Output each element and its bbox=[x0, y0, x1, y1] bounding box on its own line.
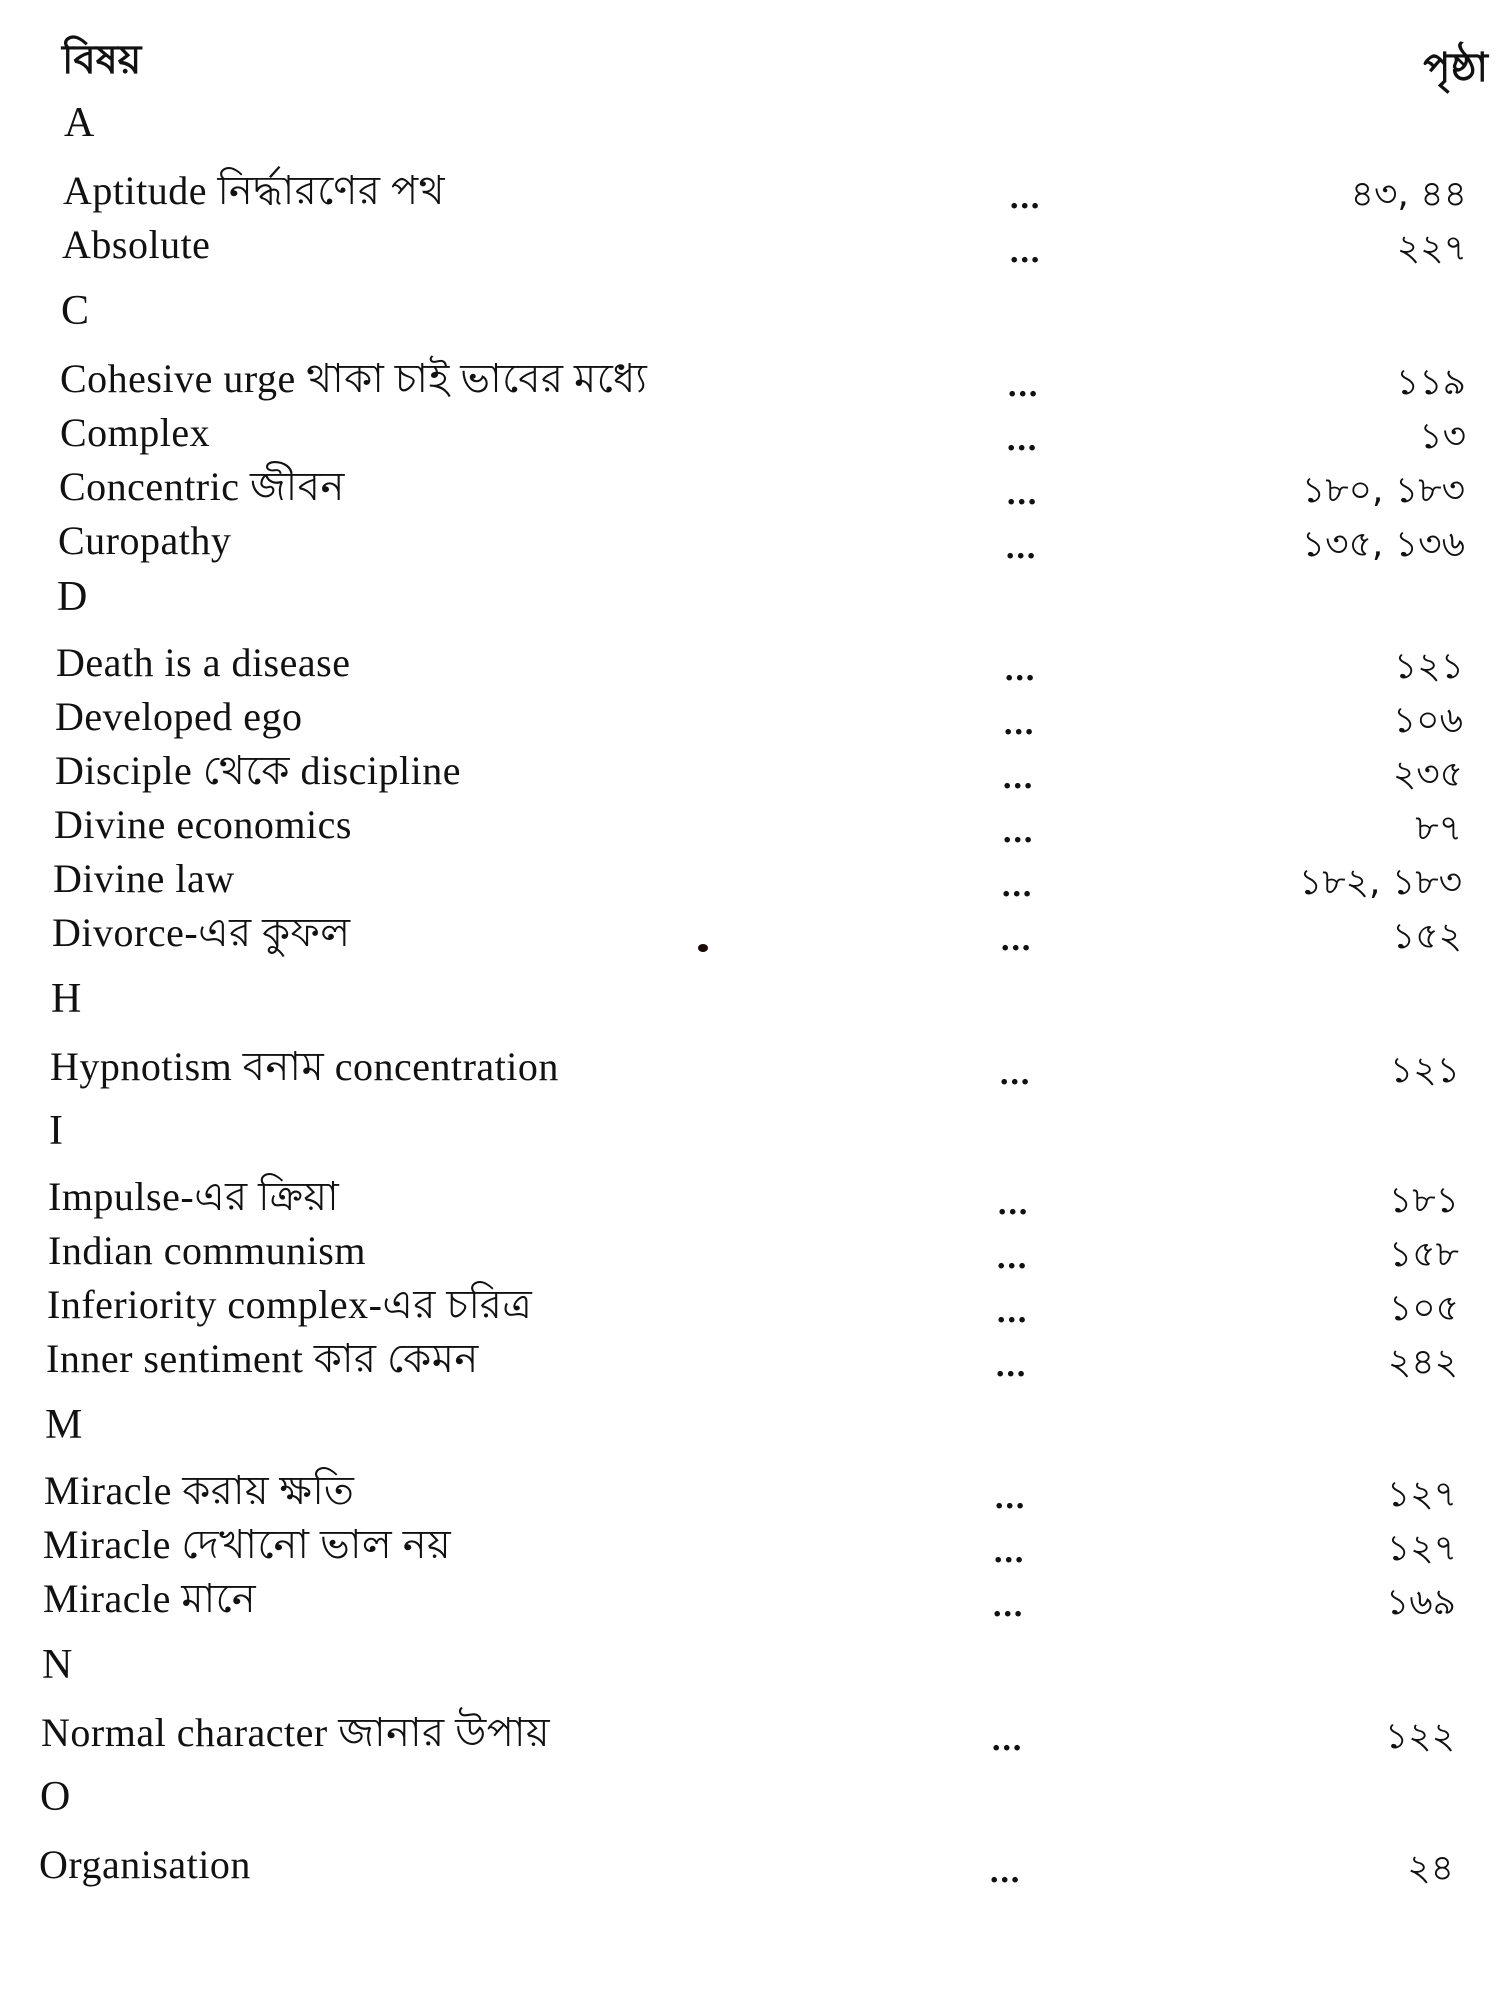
index-leader-dots: ... bbox=[1009, 181, 1041, 216]
index-entry-row bbox=[0, 744, 1500, 798]
index-letter: M bbox=[45, 1402, 83, 1448]
index-leader-dots: ... bbox=[991, 1723, 1023, 1758]
index-leader-dots: ... bbox=[997, 1187, 1029, 1222]
index-letter-row bbox=[0, 284, 1500, 338]
index-term: Normal character জানার উপায় bbox=[41, 1710, 551, 1755]
index-term: Miracle দেখানো ভাল নয় bbox=[43, 1522, 452, 1567]
index-letter: N bbox=[42, 1642, 73, 1688]
index-entry-row bbox=[0, 218, 1500, 272]
index-letter-row bbox=[0, 1398, 1500, 1452]
index-page-numbers: ১১৯ bbox=[1395, 362, 1466, 403]
index-entry-row bbox=[0, 636, 1500, 690]
index-term: Disciple থেকে discipline bbox=[55, 748, 462, 793]
index-page-numbers: ১২৭ bbox=[1386, 1528, 1457, 1569]
index-entry-row bbox=[0, 1464, 1500, 1518]
index-term: Concentric জীবন bbox=[59, 464, 345, 509]
index-page-numbers: ২২৭ bbox=[1396, 228, 1467, 269]
index-leader-dots: ... bbox=[996, 1241, 1028, 1276]
index-entry-row bbox=[0, 1170, 1500, 1224]
index-page-numbers: ৮৭ bbox=[1415, 808, 1462, 849]
index-page-numbers: ১৫৮ bbox=[1388, 1234, 1459, 1275]
index-letter-row bbox=[0, 1770, 1500, 1824]
index-leader-dots: ... bbox=[1000, 923, 1032, 958]
index-letter-row bbox=[0, 972, 1500, 1026]
index-entry-row bbox=[0, 514, 1500, 568]
index-leader-dots: ... bbox=[1002, 815, 1034, 850]
index-leader-dots: ... bbox=[993, 1535, 1025, 1570]
index-letter: A bbox=[64, 100, 95, 146]
index-entry-row bbox=[0, 1332, 1500, 1386]
subject-heading: বিষয় bbox=[62, 36, 142, 83]
index-entry-row bbox=[0, 406, 1500, 460]
page-heading: পৃষ্ঠা bbox=[1423, 44, 1488, 91]
index-page-numbers: ১৬৯ bbox=[1385, 1582, 1456, 1623]
index-page-numbers: ১২১ bbox=[1393, 646, 1464, 687]
index-entry-row bbox=[0, 852, 1500, 906]
index-letter-row bbox=[0, 1638, 1500, 1692]
index-entry-row bbox=[0, 1572, 1500, 1626]
index-entry-row bbox=[0, 906, 1500, 960]
index-leader-dots: ... bbox=[1009, 235, 1041, 270]
index-leader-dots: ... bbox=[1003, 707, 1035, 742]
index-entry-row bbox=[0, 690, 1500, 744]
index-term: Hypnotism বনাম concentration bbox=[50, 1044, 559, 1089]
index-page-numbers: ৪৩, ৪৪ bbox=[1350, 174, 1467, 215]
index-page-numbers: ১৫২ bbox=[1391, 916, 1462, 957]
index-leader-dots: ... bbox=[995, 1349, 1027, 1384]
index-leader-dots: ... bbox=[999, 1057, 1031, 1092]
index-leader-dots: ... bbox=[1006, 423, 1038, 458]
index-entry-row bbox=[0, 1040, 1500, 1094]
index-page-numbers: ১৩ bbox=[1419, 416, 1466, 457]
index-page-numbers: ১৮০, ১৮৩ bbox=[1301, 470, 1465, 511]
index-term: Impulse-এর ক্রিয়া bbox=[48, 1174, 340, 1219]
index-page-numbers: ২৩৫ bbox=[1392, 754, 1463, 795]
index-page-numbers: ২৪২ bbox=[1387, 1342, 1458, 1383]
index-term: Death is a disease bbox=[56, 640, 351, 685]
index-page-numbers: ১৮২, ১৮৩ bbox=[1298, 862, 1462, 903]
index-term: Developed ego bbox=[55, 694, 303, 739]
index-term: Indian communism bbox=[48, 1228, 366, 1273]
ink-speck bbox=[698, 944, 708, 952]
index-page-numbers: ১৮১ bbox=[1388, 1180, 1459, 1221]
index-term: Miracle মানে bbox=[43, 1576, 257, 1621]
index-entry-row bbox=[0, 1838, 1500, 1892]
index-page-numbers: ১০৫ bbox=[1388, 1288, 1459, 1329]
index-page-numbers: ২৪ bbox=[1407, 1848, 1454, 1889]
index-term: Miracle করায় ক্ষতি bbox=[44, 1468, 355, 1513]
index-entry-row bbox=[0, 1224, 1500, 1278]
index-letter: O bbox=[40, 1774, 71, 1820]
index-term: Organisation bbox=[39, 1842, 251, 1887]
index-letter-row bbox=[0, 570, 1500, 624]
index-term: Inner sentiment কার কেমন bbox=[46, 1336, 479, 1381]
index-term: Divine law bbox=[53, 856, 235, 901]
index-page-numbers: ১২৭ bbox=[1386, 1474, 1457, 1515]
index-letter: D bbox=[57, 574, 88, 620]
index-letter-row bbox=[0, 1104, 1500, 1158]
index-entry-row bbox=[0, 1706, 1500, 1760]
index-leader-dots: ... bbox=[989, 1855, 1021, 1890]
index-page-numbers: ১২১ bbox=[1389, 1050, 1460, 1091]
index-letter-row bbox=[0, 96, 1500, 150]
index-leader-dots: ... bbox=[1002, 761, 1034, 796]
index-letter: I bbox=[49, 1108, 63, 1154]
index-entry-row bbox=[0, 352, 1500, 406]
index-term: Curopathy bbox=[58, 518, 232, 563]
index-letter: H bbox=[51, 976, 82, 1022]
index-letter: C bbox=[61, 288, 90, 334]
index-leader-dots: ... bbox=[994, 1481, 1026, 1516]
index-term: Aptitude নির্দ্ধারণের পথ bbox=[63, 168, 446, 213]
index-leader-dots: ... bbox=[992, 1589, 1024, 1624]
index-term: Divine economics bbox=[54, 802, 352, 847]
index-entry-row bbox=[0, 460, 1500, 514]
index-entry-row bbox=[0, 798, 1500, 852]
index-page-numbers: ১২২ bbox=[1384, 1716, 1455, 1757]
index-entry-row bbox=[0, 1278, 1500, 1332]
index-term: Inferiority complex-এর চরিত্র bbox=[47, 1282, 533, 1327]
index-leader-dots: ... bbox=[1001, 869, 1033, 904]
index-leader-dots: ... bbox=[996, 1295, 1028, 1330]
index-term: Cohesive urge থাকা চাই ভাবের মধ্যে bbox=[60, 356, 648, 401]
index-page-numbers: ১৩৫, ১৩৬ bbox=[1301, 524, 1465, 565]
index-entry-row bbox=[0, 1518, 1500, 1572]
index-page-numbers: ১০৬ bbox=[1392, 700, 1463, 741]
index-term: Divorce-এর কুফল bbox=[52, 910, 351, 955]
index-entry-row bbox=[0, 164, 1500, 218]
index-leader-dots: ... bbox=[1005, 531, 1037, 566]
index-leader-dots: ... bbox=[1007, 369, 1039, 404]
index-leader-dots: ... bbox=[1006, 477, 1038, 512]
index-term: Absolute bbox=[62, 222, 211, 267]
index-term: Complex bbox=[60, 410, 211, 455]
index-leader-dots: ... bbox=[1004, 653, 1036, 688]
